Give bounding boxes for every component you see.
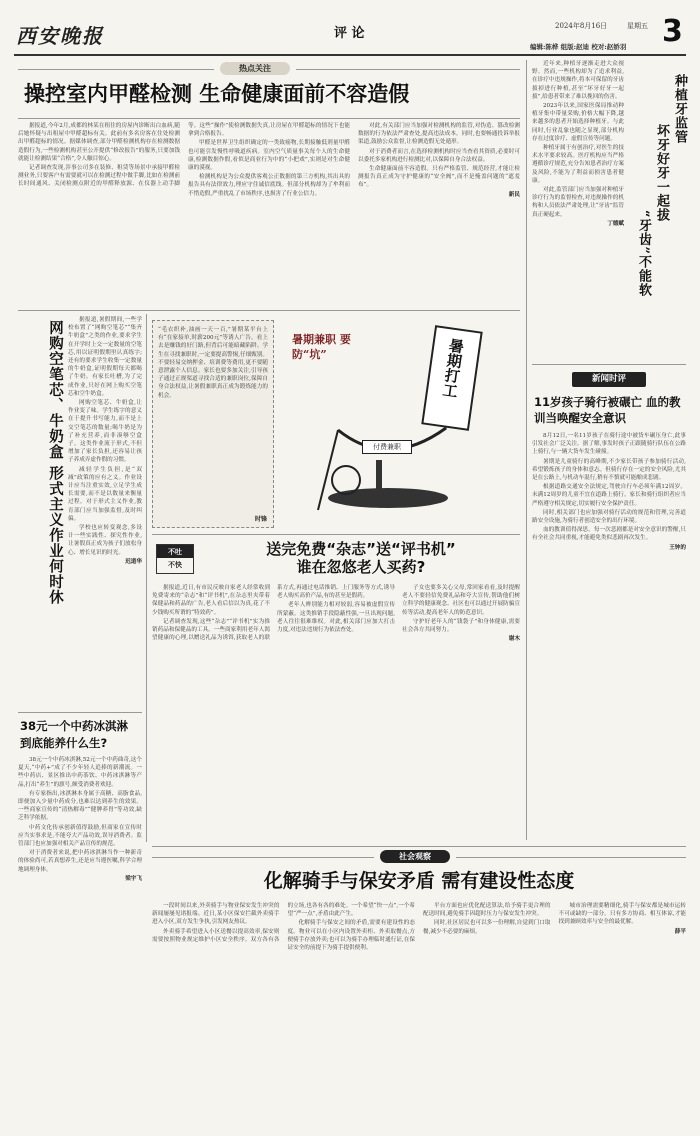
left-column-body bbox=[68, 316, 142, 706]
bottom-kicker: 社会观察 bbox=[380, 850, 450, 863]
paragraph: 据报道,今年2月,成都的林某在租住的房屋内诊断出白血病,随后她怀疑与出租屋中甲醛超标有关。此前有多名房客在住处检测出甲醛超标的情况。据媒体调查,部分甲醛检测机构存在检测数据造假行为,一些检测机构甚至公开提供“修改报告”的服务,只要加钱就能让检测结果“合格”,令人触目惊心。 bbox=[18, 123, 180, 162]
cartoon-illustration bbox=[278, 320, 516, 526]
byline: 王钟的 bbox=[669, 544, 686, 551]
paragraph: 外卖骑手希望进入小区送餐以提高效率,保安则需要按照物业规定维护小区安全秩序。双方各有各的立场,也各有各的难处。一个希望“快一点”,一个希望“严一点”,矛盾由此产生。 bbox=[152, 903, 415, 943]
byline: 谢木 bbox=[508, 636, 520, 643]
byline: 薛平 bbox=[674, 928, 686, 935]
bottom-kicker-row bbox=[152, 850, 686, 864]
paragraph: 38元一个中药冰淇淋,52元一个中药曲奇,这个夏天,“中药+”成了不少年轻人追捧的新潮流。一些中药店、景区推出中药茶饮、中药冰淇淋等产品,打出“养生”的旗号,颇受消费者欢迎。 bbox=[18, 757, 142, 788]
paragraph: 暑期是儿童骑行的高峰期,不少家长带孩子参加骑行活动,希望锻炼孩子的身体和意志。但骑行存在一定的安全风险,尤其是在公路上,与机动车混行,稍有不慎就可能酿成悲剧。 bbox=[532, 458, 686, 482]
right-bottom-headline: 11岁孩子骑行被碾亡 血的教训当唤醒安全意识 bbox=[534, 395, 681, 425]
paragraph: 减轻学生负担,是“双减”政策的应有之义。作业设计应当注重实效,立足学生成长需要,而不是以数量来衡量过程。对于形式主义作业,教育部门应当加强监督,及时纠偏。 bbox=[68, 466, 142, 522]
left-column-story bbox=[18, 316, 142, 706]
byline: 梁宇飞 bbox=[125, 875, 142, 882]
masthead bbox=[0, 0, 700, 56]
paragraph: 同时,社区居民也可以多一份理解,自觉到门口取餐,减少不必要的麻烦。 bbox=[423, 920, 551, 935]
right-bottom-body bbox=[532, 432, 686, 840]
right-bottom-rule bbox=[532, 364, 686, 365]
divider-top-story bbox=[18, 310, 520, 311]
paragraph: 学校也应转变观念,多设计一些实践性、探究性作业,让暑假真正成为孩子们放松身心、增长见识的时光。 bbox=[68, 525, 142, 556]
paragraph: 生命健康面前不容造假。只有严格监管、规范经营,才能让检测报告真正成为守护健康的“安全阀”,而不是掩盖问题的“遮羞布”。 bbox=[358, 166, 520, 189]
cartoon-caption: 暑期兼职 要防“坑” bbox=[292, 333, 351, 361]
middle-story-body bbox=[152, 584, 520, 836]
cartoon-poem bbox=[158, 326, 268, 512]
cartoon-sign-text: 暑期打工 bbox=[439, 337, 466, 399]
paragraph: 近年来,种植牙逐渐走进大众视野。然而,一些机构却为了追求利益,在诊疗中违规操作,将本可保留的牙齿拔掉进行种植,甚至“坏牙好牙一起拔”,给患者带来了难以挽回的伤害。 bbox=[532, 61, 624, 100]
issue-weekday: 星期五 bbox=[627, 22, 648, 30]
paragraph: 对于消费者来说,把中药冰淇淋当作一种新奇的体验尚可,若真想养生,还是应当遵医嘱,科学合理地调理身体。 bbox=[18, 850, 142, 873]
right-vertical-title-a: 种植牙监管 bbox=[672, 74, 687, 144]
kicker-line-left bbox=[18, 69, 214, 70]
kicker-hotspot bbox=[18, 62, 520, 76]
bottom-kicker-line-left bbox=[152, 857, 374, 858]
paragraph: 根据道路交通安全法规定,驾驶自行车必须年满12周岁。未满12周岁的儿童不宜在道路上骑行。家长和骑行组织者应当严格遵守相关规定,切实履行安全保护责任。 bbox=[532, 484, 686, 507]
right-vertical-title-b: 坏牙好牙一起拔 bbox=[654, 124, 669, 222]
cartoon-poem-author: 时锋 bbox=[254, 516, 267, 523]
bottom-top-rule bbox=[152, 846, 686, 847]
paragraph: 8月12日,一名11岁孩子在骑行途中被货车碾压身亡,此事引发社会广泛关注。据了解,事发时孩子正跟随骑行队伍在公路上骑行,与一辆大货车发生碰撞。 bbox=[532, 433, 686, 456]
paragraph: 中药文化传承创新值得鼓励,但商家在宣传时应当实事求是,不能夸大产品功效,误导消费者。监管部门也应加强对相关产品宣传的规范。 bbox=[18, 824, 142, 848]
right-bottom-kicker: 新闻时评 bbox=[572, 372, 646, 387]
kicker-line-right bbox=[296, 69, 520, 70]
bottom-headline: 化解骑手与保安矛盾 需有建设性态度 bbox=[263, 870, 575, 892]
cartoon-trap-label: 付费兼职 bbox=[362, 440, 412, 454]
editor-credits: 编辑:陈桦 组版:赵迪 校对:赵娇羽 bbox=[530, 43, 627, 51]
paragraph: 甲醛是世界卫生组织确定的一类致癌物,长期接触低剂量甲醛也可能引发慢性呼吸道疾病。室内空气质量事关每个人的生命健康,检测数据作假,看似是商业行为中的“小把戏”,实则是对生命健康的漠视。 bbox=[188, 140, 350, 172]
paragraph: 城市治理需要精细化,骑手与保安都是城市运转不可或缺的一部分。只有多方协商、相互体谅,才能找到兼顾效率与安全的最优解。 bbox=[558, 903, 686, 926]
byline: 迟道华 bbox=[125, 558, 142, 565]
cartoon-poem-box bbox=[152, 320, 274, 528]
paragraph: 老年人辨别能力相对较弱,容易被虚假宣传所蒙蔽。这类推销手段隐蔽性强,一旦出现问题,老人往往很难维权。对此,相关部门应加大打击力度,对违法违规行为依法查处。 bbox=[277, 602, 395, 634]
paragraph: 记者调查发现,涉事公司多在装修、租赁等场景中承接甲醛检测业务,只要客户有需要就可以在检测过程中做手脚,比如在检测前长时间通风、关闭检测点附近的甲醛释放源、在仪器上动手脚等。这些“操作”使检测数据失真,让房屋在甲醛超标的情况下也能拿到合格报告。 bbox=[18, 123, 350, 188]
paragraph: 平台方面也应优化配送算法,给予骑手更合理的配送时间,避免骑手因超时压力与保安发生冲突。 bbox=[423, 903, 551, 918]
divider-left-column bbox=[146, 314, 147, 842]
byline: 新民 bbox=[508, 191, 520, 198]
middle-kicker-box bbox=[156, 544, 194, 574]
paragraph: 对于消费者而言,在选择检测机构时应当查看其资质,必要时可以委托多家机构进行检测比对,以保障自身合法权益。 bbox=[358, 148, 520, 163]
right-bottom-story bbox=[532, 364, 686, 842]
paragraph: 守护好老年人的“钱袋子”和身体健康,需要社会各方共同努力。 bbox=[402, 618, 520, 634]
issue-date: 2024年8月16日 bbox=[555, 22, 608, 30]
left-bottom-body bbox=[18, 756, 142, 1132]
paragraph: 种植牙属于有创治疗,对医生的技术水平要求较高。医疗机构应当严格遵循诊疗规范,充分告知患者治疗方案及风险,不能为了利益而损害患者健康。 bbox=[532, 145, 624, 184]
paragraph: 有专家指出,冰淇淋本身属于高糖、高脂食品,即便加入少量中药成分,也难以达到养生的效果。一些商家宣传的“清热解毒”“健脾养胃”等功效,缺乏科学依据。 bbox=[18, 790, 142, 822]
middle-top-rule bbox=[152, 534, 520, 535]
paragraph: 子女也要多关心父母,常回家看看,及时提醒老人不要轻信免费礼品和夸大宣传,帮助他们树立科学的健康观念。社区也可以通过开展防骗宣传等活动,提高老年人的防范意识。 bbox=[402, 585, 520, 616]
paragraph: 网购空笔芯、牛奶盒,让作业变了味。学生练字的意义在于提升书写能力,而不是上交空笔芯的数量;喝牛奶是为了补充营养,而非凑够空盒子。这类作业流于形式,不但增加了家长负担,还容易让孩子养成弄虚作假的习惯。 bbox=[68, 400, 142, 464]
paragraph: “毛衣织补,油画一天一百,”暑期某平台上有“在家接单,时薪200元”等诱人广告。看上去是赚钱的好门路,但背后可能暗藏陷阱。学生在寻找兼职时,一定要提高警惕,仔细甄别。不要轻易交纳押金、培训费等费用,更不要随意泄露个人信息。家长也要多加关注,引导孩子通过正规渠道寻找合适的兼职岗位,保障自身合法权益,让暑假兼职真正成为锻炼能力的机会。 bbox=[158, 327, 268, 399]
paragraph: 化解骑手与保安之间的矛盾,需要有建设性的态度。物业可以在小区内设置外卖柜、外卖取餐点,方便骑手存放外卖;也可以为骑手办理临时通行证,在保证安全的前提下为骑手提供便利。 bbox=[287, 920, 415, 952]
paragraph: 同时,相关部门也应加强对骑行活动的规范和管理,完善道路安全设施,为骑行者创造安全的出行环境。 bbox=[532, 509, 686, 525]
top-headline: 操控室内甲醛检测 生命健康面前不容造假 bbox=[24, 82, 410, 106]
paragraph: 一段时间以来,外卖骑手与物业保安发生冲突的新闻屡屡见诸报端。近日,某小区保安拦截外卖骑手进入小区,双方发生争执,引发网友热议。 bbox=[152, 903, 280, 926]
paragraph: 2023年以来,国家医保局推动种植牙集中带量采购,价格大幅下降,越来越多的患者开始选择种植牙。与此同时,行业乱象也随之显现,部分机构存在过度诊疗、虚假宣传等问题。 bbox=[532, 103, 624, 142]
byline: 丁德赋 bbox=[607, 220, 624, 227]
bottom-kicker-line-right bbox=[456, 857, 686, 858]
middle-headline-line1: 送完免费“杂志”送“评书机” bbox=[266, 540, 456, 558]
newspaper-logo: 西安晚报 bbox=[16, 24, 104, 48]
right-vertical-title-c: “牙齿”不能软 bbox=[636, 210, 651, 297]
left-bottom-rule bbox=[18, 712, 142, 713]
middle-kicker-bottom: 不快 bbox=[168, 560, 182, 569]
right-top-body bbox=[532, 60, 624, 356]
divider-right-column bbox=[526, 60, 527, 840]
top-headline-rule bbox=[18, 118, 520, 119]
paragraph: 据报道,暑假期间,一些学校布置了“网购空笔芯”“集齐牛奶盒”之类的作业,要求学生在开学时上交一定数量的空笔芯,用以证明假期里认真练字;还有的要求学生收集一定数量的牛奶盒,证明假期每天都喝了牛奶。有家长吐槽,为了完成作业,只好在网上购买空笔芯和空牛奶盒。 bbox=[68, 317, 142, 397]
paragraph: 血的教训值得深思。每一次悲剧都是对安全意识的警醒,只有全社会共同重视,才能避免类似悲剧再次发生。 bbox=[532, 527, 686, 542]
section-title: 评 论 bbox=[334, 26, 365, 41]
paragraph: 对此,监管部门应当加强对种植牙诊疗行为的监督检查,对违规操作的机构和人员依法严肃处理,让“牙齿”监管真正硬起来。 bbox=[532, 187, 624, 218]
bottom-story-body bbox=[152, 902, 686, 1128]
top-story bbox=[18, 58, 520, 306]
right-top-story bbox=[532, 60, 686, 360]
page-number: 3 bbox=[662, 14, 683, 49]
middle-headline-line2: 谁在忽悠老人买药? bbox=[296, 558, 426, 576]
paragraph: 据报道,近日,有市民反映自家老人经常收到免费寄来的“杂志”和“评书机”,在杂志里夹带着保健品和药品的广告,老人看后信以为真,花了不少钱购买所谓的“特效药”。 bbox=[152, 585, 270, 616]
cartoon-block bbox=[152, 316, 520, 530]
paragraph: 检测机构是为公众提供客观公正数据的第三方机构,其出具的报告具有法律效力,理应守住诚信底线。但部分机构却为了牟利而不惜造假,严重扰乱了市场秩序,也损害了行业公信力。 bbox=[188, 174, 350, 197]
paragraph: 记者调查发现,这些“杂志”“评书机”实为推销药品和保健品的工具。一些商家利用老年人渴望健康的心理,以赠送礼品为诱饵,获取老人的联系方式,再通过电话推销、上门服务等方式,诱导老人购买高价产品,有的甚至是假药。 bbox=[152, 585, 395, 642]
middle-kicker-top: 不吐 bbox=[157, 545, 193, 558]
left-bottom-headline: 38元一个中药冰淇淋 到底能养什么生? bbox=[20, 719, 129, 750]
masthead-rule bbox=[14, 54, 686, 56]
paragraph: 对此,有关部门应当加强对检测机构的监管,对伪造、篡改检测数据的行为依法严肃查处,提高违法成本。同时,也要畅通投诉举报渠道,鼓励公众监督,让检测造假无处遁形。 bbox=[358, 123, 520, 146]
left-bottom-story bbox=[18, 712, 142, 1132]
bottom-story bbox=[152, 846, 686, 1132]
middle-story bbox=[152, 534, 520, 842]
top-story-body bbox=[18, 122, 520, 306]
kicker-label: 热点关注 bbox=[220, 62, 290, 75]
left-vertical-title: 网购空笔芯、牛奶盒 形式主义作业何时休 bbox=[47, 320, 64, 606]
